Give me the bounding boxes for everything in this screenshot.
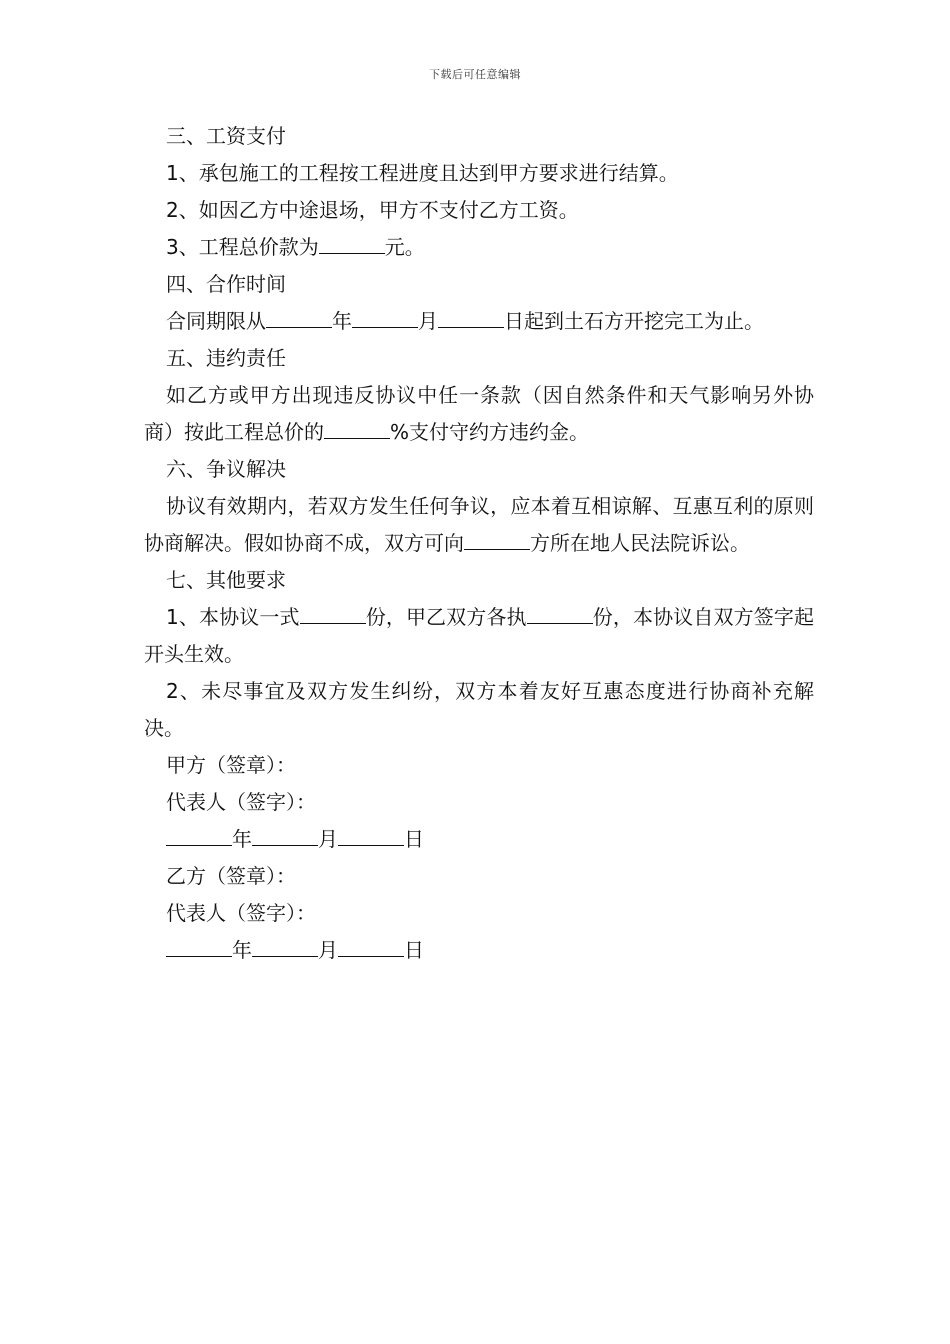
dispute-text-suffix: 方所在地人民法院诉讼。	[530, 531, 750, 555]
party-b-year-blank	[166, 938, 232, 957]
period-year-label: 年	[332, 309, 352, 333]
party-b-year-label: 年	[232, 938, 252, 962]
party-a-year-blank	[166, 827, 232, 846]
wage-item-3-suffix: 元。	[384, 235, 425, 259]
party-a-month-blank	[252, 827, 318, 846]
other-item-1-middle: 份，甲乙双方各执	[365, 605, 527, 629]
party-a-year-label: 年	[232, 827, 252, 851]
party-a-date-line	[144, 821, 814, 858]
party-b-seal-label: 乙方（签章）：	[166, 864, 296, 888]
document-body	[144, 118, 814, 969]
period-month-label: 月	[418, 309, 438, 333]
page-header-note: 下载后可任意编辑	[429, 68, 521, 81]
copies-total-blank	[300, 605, 366, 624]
breach-liability-text	[144, 377, 814, 451]
other-item-1-suffix: 份，本协议自双方签字起开头生效。	[144, 605, 815, 666]
contract-period-suffix: 日起到土石方开挖完工为止。	[504, 309, 764, 333]
breach-text-prefix: 如乙方或甲方出现违反协议中任一条款（因自然条件和天气影响另外协商）按此工程总价的	[144, 383, 814, 444]
other-item-1	[144, 599, 814, 673]
party-a-representative-label: 代表人（签字）：	[166, 790, 316, 814]
section-title-wage-payment: 三、工资支付	[166, 124, 286, 148]
party-a-month-label: 月	[318, 827, 338, 851]
period-month-blank	[352, 309, 418, 328]
party-b-date-line	[144, 932, 814, 969]
section-title-breach-liability: 五、违约责任	[166, 346, 286, 370]
penalty-percent-blank	[324, 420, 390, 439]
section-title-other-requirements: 七、其他要求	[166, 568, 286, 592]
party-b-representative-label: 代表人（签字）：	[166, 901, 316, 925]
period-day-blank	[438, 309, 504, 328]
section-title-dispute-resolution: 六、争议解决	[166, 457, 286, 481]
wage-item-2: 2、如因乙方中途退场，甲方不支付乙方工资。	[166, 198, 579, 222]
dispute-resolution-text	[144, 488, 814, 562]
party-a-seal-label: 甲方（签章）：	[166, 753, 296, 777]
party-b-day-label: 日	[404, 938, 424, 962]
section-title-cooperation-time: 四、合作时间	[166, 272, 286, 296]
breach-text-suffix: %支付守约方违约金。	[390, 420, 590, 444]
other-item-1-prefix: 1、本协议一式	[166, 605, 300, 629]
party-b-day-blank	[338, 938, 404, 957]
wage-item-1: 1、承包施工的工程按工程进度且达到甲方要求进行结算。	[166, 161, 679, 185]
contract-period-prefix: 合同期限从	[166, 309, 266, 333]
wage-item-3-prefix: 3、工程总价款为	[166, 235, 319, 259]
party-a-day-blank	[338, 827, 404, 846]
party-b-month-label: 月	[318, 938, 338, 962]
court-party-blank	[464, 531, 530, 550]
other-item-2: 2、未尽事宜及双方发生纠纷，双方本着友好互惠态度进行协商补充解决。	[144, 679, 814, 740]
party-b-month-blank	[252, 938, 318, 957]
period-year-blank	[266, 309, 332, 328]
contract-period-text	[144, 303, 814, 340]
copies-each-blank	[527, 605, 593, 624]
total-price-blank	[319, 235, 385, 254]
dispute-text-prefix: 协议有效期内，若双方发生任何争议，应本着互相谅解、互惠互利的原则协商解决。假如协商不成，双方可向	[144, 494, 814, 555]
party-a-day-label: 日	[404, 827, 424, 851]
wage-item-3	[144, 229, 814, 266]
